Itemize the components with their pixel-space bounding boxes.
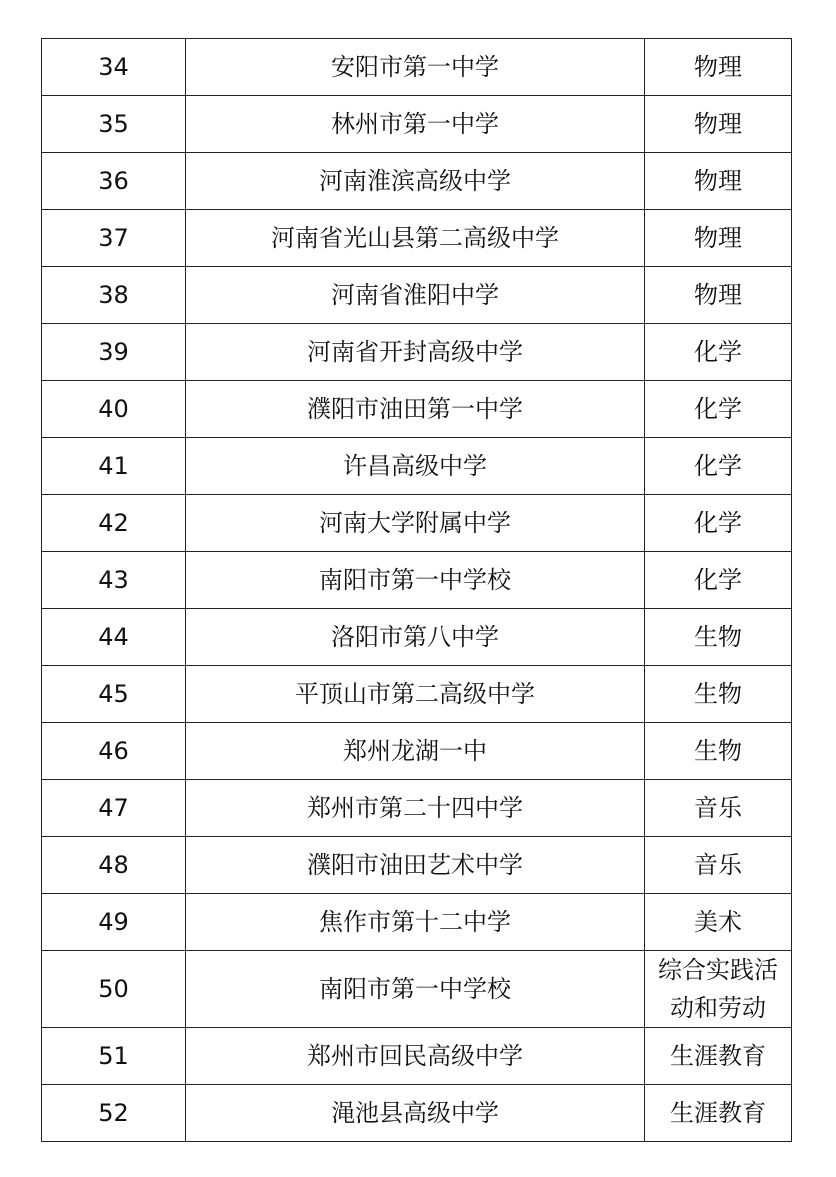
school-name: 许昌高级中学 — [186, 438, 645, 495]
row-number: 49 — [42, 894, 186, 951]
subject-name: 生物 — [645, 723, 792, 780]
row-number: 38 — [42, 267, 186, 324]
subject-name: 物理 — [645, 210, 792, 267]
school-name: 郑州龙湖一中 — [186, 723, 645, 780]
school-name: 濮阳市油田艺术中学 — [186, 837, 645, 894]
row-number: 37 — [42, 210, 186, 267]
row-number: 47 — [42, 780, 186, 837]
school-name: 河南省淮阳中学 — [186, 267, 645, 324]
school-name: 南阳市第一中学校 — [186, 552, 645, 609]
row-number: 52 — [42, 1085, 186, 1142]
school-table-page — [41, 38, 791, 1142]
subject-name: 物理 — [645, 267, 792, 324]
subject-name: 音乐 — [645, 837, 792, 894]
school-name: 河南省光山县第二高级中学 — [186, 210, 645, 267]
school-name: 洛阳市第八中学 — [186, 609, 645, 666]
row-number: 45 — [42, 666, 186, 723]
table-row — [42, 552, 792, 609]
table-row — [42, 324, 792, 381]
subject-name: 化学 — [645, 324, 792, 381]
table-row — [42, 39, 792, 96]
table-row — [42, 1085, 792, 1142]
table-row — [42, 267, 792, 324]
school-name: 濮阳市油田第一中学 — [186, 381, 645, 438]
subject-name: 生物 — [645, 666, 792, 723]
table-row — [42, 1028, 792, 1085]
subject-name: 美术 — [645, 894, 792, 951]
row-number: 48 — [42, 837, 186, 894]
table-row — [42, 438, 792, 495]
row-number: 46 — [42, 723, 186, 780]
school-name: 平顶山市第二高级中学 — [186, 666, 645, 723]
school-name: 郑州市第二十四中学 — [186, 780, 645, 837]
table-row — [42, 96, 792, 153]
row-number: 41 — [42, 438, 186, 495]
subject-name: 化学 — [645, 438, 792, 495]
school-subject-table — [41, 38, 792, 1142]
school-name: 安阳市第一中学 — [186, 39, 645, 96]
school-name: 河南淮滨高级中学 — [186, 153, 645, 210]
subject-name: 化学 — [645, 552, 792, 609]
school-name: 林州市第一中学 — [186, 96, 645, 153]
table-row — [42, 723, 792, 780]
row-number: 39 — [42, 324, 186, 381]
subject-name: 物理 — [645, 96, 792, 153]
table-row — [42, 837, 792, 894]
school-name: 焦作市第十二中学 — [186, 894, 645, 951]
subject-name: 音乐 — [645, 780, 792, 837]
table-row — [42, 495, 792, 552]
table-row — [42, 780, 792, 837]
row-number: 44 — [42, 609, 186, 666]
row-number: 51 — [42, 1028, 186, 1085]
table-row — [42, 894, 792, 951]
table-row — [42, 381, 792, 438]
row-number: 36 — [42, 153, 186, 210]
subject-name: 化学 — [645, 381, 792, 438]
subject-name: 物理 — [645, 153, 792, 210]
row-number: 40 — [42, 381, 186, 438]
table-row — [42, 951, 792, 1028]
row-number: 42 — [42, 495, 186, 552]
table-row — [42, 210, 792, 267]
row-number: 35 — [42, 96, 186, 153]
school-name: 渑池县高级中学 — [186, 1085, 645, 1142]
subject-name: 综合实践活动和劳动 — [645, 951, 792, 1028]
row-number: 34 — [42, 39, 186, 96]
school-name: 郑州市回民高级中学 — [186, 1028, 645, 1085]
subject-name: 生涯教育 — [645, 1085, 792, 1142]
school-name: 南阳市第一中学校 — [186, 951, 645, 1028]
row-number: 43 — [42, 552, 186, 609]
table-row — [42, 153, 792, 210]
table-row — [42, 666, 792, 723]
school-name: 河南大学附属中学 — [186, 495, 645, 552]
row-number: 50 — [42, 951, 186, 1028]
subject-name: 生涯教育 — [645, 1028, 792, 1085]
table-row — [42, 609, 792, 666]
school-name: 河南省开封高级中学 — [186, 324, 645, 381]
subject-name: 化学 — [645, 495, 792, 552]
subject-name: 物理 — [645, 39, 792, 96]
subject-name: 生物 — [645, 609, 792, 666]
